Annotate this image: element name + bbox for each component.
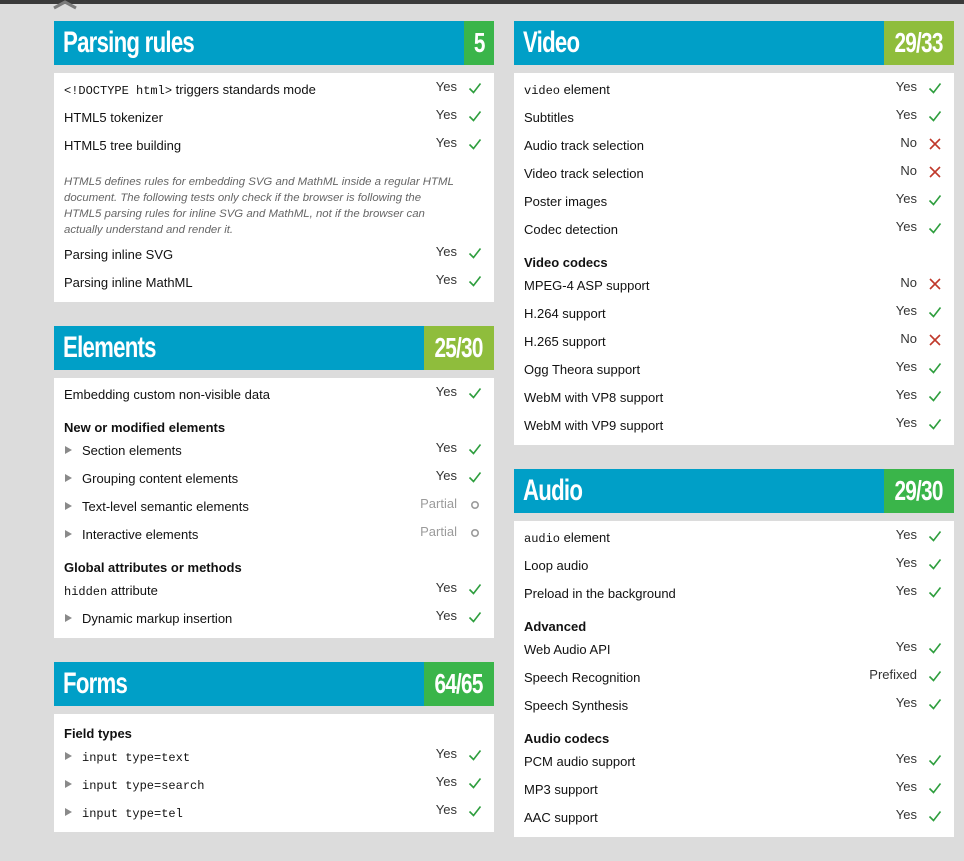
feature-row	[514, 551, 954, 579]
feature-row	[54, 240, 494, 268]
feature-text: element	[560, 82, 610, 97]
feature-label	[82, 471, 238, 486]
checkmark-icon	[468, 748, 482, 762]
feature-label	[64, 82, 316, 98]
status-text: No	[900, 275, 917, 290]
cross-icon	[928, 277, 942, 291]
section-title: Elements	[63, 331, 156, 364]
feature-text: Poster images	[524, 194, 608, 209]
section-parsing-rules	[54, 21, 494, 302]
feature-label	[524, 362, 640, 377]
feature-row	[54, 131, 494, 159]
feature-text: Dynamic markup insertion	[82, 611, 233, 626]
status-text: Yes	[435, 468, 457, 483]
status-text: Yes	[895, 191, 917, 206]
status-text: Yes	[435, 384, 457, 399]
section-forms	[54, 662, 494, 832]
status-text: Yes	[895, 639, 917, 654]
feature-row	[514, 523, 954, 551]
checkmark-icon	[928, 753, 942, 767]
feature-text: AAC support	[524, 810, 598, 825]
section-note: HTML5 defines rules for embedding SVG and MathML inside a regular HTML document. The following tests only check if the browser is following the HTML5 parsing rules for inline SVG and MathML, not if the browser can actually understand and render it.	[64, 176, 454, 236]
feature-label	[524, 670, 640, 685]
feature-label	[82, 443, 182, 458]
checkmark-icon	[928, 529, 942, 543]
code-text: video	[524, 84, 561, 98]
expandable-row[interactable]	[54, 436, 494, 464]
checkmark-icon	[928, 193, 942, 207]
feature-row	[514, 747, 954, 775]
feature-row	[54, 576, 494, 604]
code-text: input type=search	[82, 779, 205, 793]
expand-triangle-icon[interactable]	[65, 780, 72, 788]
feature-label	[82, 805, 183, 821]
feature-label	[524, 754, 635, 769]
status-text: Yes	[895, 527, 917, 542]
status-text: Yes	[435, 79, 457, 94]
checkmark-icon	[928, 221, 942, 235]
feature-label	[82, 777, 204, 793]
feature-label	[524, 82, 610, 98]
feature-label	[524, 810, 598, 825]
partial-circle-icon	[468, 498, 482, 512]
feature-row	[514, 663, 954, 691]
feature-text: Codec detection	[524, 222, 618, 237]
feature-text: Speech Synthesis	[524, 698, 629, 713]
status-text: Yes	[435, 774, 457, 789]
expand-triangle-icon[interactable]	[65, 752, 72, 760]
status-text: Partial	[420, 524, 457, 539]
feature-text: element	[560, 530, 610, 545]
feature-row	[514, 411, 954, 439]
group-heading: Advanced	[524, 619, 587, 634]
section-video	[514, 21, 954, 445]
section-title: Forms	[63, 667, 128, 700]
feature-label	[524, 166, 644, 181]
checkmark-icon	[468, 610, 482, 624]
status-text: No	[900, 331, 917, 346]
status-text: Yes	[895, 695, 917, 710]
section-header	[514, 21, 954, 65]
status-text: Yes	[435, 580, 457, 595]
feature-text: Subtitles	[524, 110, 574, 125]
feature-text: attribute	[107, 583, 158, 598]
feature-row	[514, 579, 954, 607]
cross-icon	[928, 137, 942, 151]
feature-row	[54, 268, 494, 296]
feature-text: Parsing inline MathML	[64, 275, 193, 290]
expandable-row[interactable]	[54, 492, 494, 520]
checkmark-icon	[928, 389, 942, 403]
section-header	[514, 469, 954, 513]
checkmark-icon	[468, 274, 482, 288]
checkmark-icon	[468, 246, 482, 260]
partial-circle-icon	[468, 526, 482, 540]
expand-triangle-icon[interactable]	[65, 474, 72, 482]
feature-text: MP3 support	[524, 782, 598, 797]
feature-label	[82, 527, 198, 542]
expandable-row[interactable]	[54, 770, 494, 798]
feature-text: Ogg Theora support	[524, 362, 641, 377]
section-body	[54, 714, 494, 832]
status-text: Yes	[435, 272, 457, 287]
feature-label	[524, 698, 628, 713]
feature-label	[524, 306, 606, 321]
status-text: Prefixed	[869, 667, 917, 682]
section-elements	[54, 326, 494, 638]
expand-triangle-icon[interactable]	[65, 530, 72, 538]
checkmark-icon	[928, 361, 942, 375]
feature-text: Embedding custom non-visible data	[64, 387, 270, 402]
section-score: 29/33	[884, 21, 954, 65]
expand-triangle-icon[interactable]	[65, 502, 72, 510]
feature-text: Section elements	[82, 443, 182, 458]
checkmark-icon	[468, 582, 482, 596]
feature-text: triggers standards mode	[172, 82, 316, 97]
feature-row	[514, 691, 954, 719]
feature-text: WebM with VP8 support	[524, 390, 664, 405]
feature-row	[54, 75, 494, 103]
feature-label	[524, 194, 607, 209]
feature-text: Preload in the background	[524, 586, 676, 601]
checkmark-icon	[928, 669, 942, 683]
checkmark-icon	[928, 81, 942, 95]
checkmark-icon	[928, 417, 942, 431]
status-text: Yes	[895, 219, 917, 234]
feature-text: HTML5 tree building	[64, 138, 182, 153]
feature-label	[524, 390, 663, 405]
feature-row	[514, 215, 954, 243]
feature-label	[524, 334, 606, 349]
section-title: Parsing rules	[63, 26, 195, 59]
feature-text: MPEG-4 ASP support	[524, 278, 650, 293]
checkmark-icon	[468, 386, 482, 400]
feature-text: Loop audio	[524, 558, 589, 573]
status-text: Yes	[895, 303, 917, 318]
expandable-row[interactable]	[54, 520, 494, 548]
feature-label	[64, 583, 158, 599]
feature-text: Audio track selection	[524, 138, 644, 153]
cross-icon	[928, 333, 942, 347]
feature-text: Speech Recognition	[524, 670, 641, 685]
feature-label	[64, 247, 173, 262]
status-text: Yes	[895, 415, 917, 430]
expandable-row[interactable]	[54, 464, 494, 492]
checkmark-icon	[928, 585, 942, 599]
status-text: Yes	[895, 807, 917, 822]
left-column	[54, 21, 494, 856]
feature-label	[64, 387, 270, 402]
status-text: Yes	[895, 555, 917, 570]
checkmark-icon	[928, 781, 942, 795]
feature-label	[82, 499, 249, 514]
feature-label	[64, 110, 163, 125]
checkmark-icon	[468, 470, 482, 484]
status-text: Yes	[435, 608, 457, 623]
code-text: input type=text	[82, 751, 191, 765]
scroll-chevron-icon	[52, 0, 78, 10]
checkmark-icon	[468, 776, 482, 790]
checkmark-icon	[928, 641, 942, 655]
right-column	[514, 21, 954, 861]
status-text: Yes	[435, 107, 457, 122]
group-heading: Global attributes or methods	[64, 560, 242, 575]
feature-label	[524, 530, 610, 546]
feature-text: Video track selection	[524, 166, 644, 181]
expand-triangle-icon[interactable]	[65, 614, 72, 622]
feature-row	[514, 159, 954, 187]
checkmark-icon	[928, 809, 942, 823]
feature-row	[514, 327, 954, 355]
expand-triangle-icon[interactable]	[65, 808, 72, 816]
code-text: audio	[524, 532, 561, 546]
checkmark-icon	[468, 137, 482, 151]
group-heading: New or modified elements	[64, 420, 226, 435]
expand-triangle-icon[interactable]	[65, 446, 72, 454]
feature-label	[524, 586, 676, 601]
checkmark-icon	[928, 305, 942, 319]
feature-label	[524, 782, 598, 797]
group-heading: Field types	[64, 726, 132, 741]
section-body	[514, 73, 954, 445]
status-text: Partial	[420, 496, 457, 511]
status-text: Yes	[435, 440, 457, 455]
group-heading: Audio codecs	[524, 731, 610, 746]
feature-row	[514, 75, 954, 103]
section-score: 29/30	[884, 469, 954, 513]
group-heading: Video codecs	[524, 255, 608, 270]
status-text: Yes	[435, 135, 457, 150]
section-header	[54, 662, 494, 706]
status-text: Yes	[895, 79, 917, 94]
feature-row	[54, 103, 494, 131]
section-header	[54, 326, 494, 370]
feature-label	[524, 642, 611, 657]
feature-row	[54, 380, 494, 408]
checkmark-icon	[468, 109, 482, 123]
code-text: input type=tel	[82, 807, 183, 821]
feature-row	[514, 635, 954, 663]
status-text: No	[900, 163, 917, 178]
section-body	[514, 521, 954, 837]
feature-row	[514, 131, 954, 159]
feature-text: Interactive elements	[82, 527, 199, 542]
section-score: 64/65	[424, 662, 494, 706]
section-score: 5	[464, 21, 494, 65]
feature-label	[64, 138, 181, 153]
feature-row	[514, 383, 954, 411]
feature-row	[514, 271, 954, 299]
expandable-row[interactable]	[54, 742, 494, 770]
feature-label	[524, 110, 574, 125]
expandable-row[interactable]	[54, 604, 494, 632]
feature-row	[514, 103, 954, 131]
feature-text: Web Audio API	[524, 642, 611, 657]
section-title: Video	[523, 26, 580, 59]
feature-text: Parsing inline SVG	[64, 247, 174, 262]
top-bar	[0, 0, 964, 4]
section-audio	[514, 469, 954, 837]
feature-text: H.264 support	[524, 306, 606, 321]
feature-label	[524, 222, 618, 237]
checkmark-icon	[928, 697, 942, 711]
feature-text: H.265 support	[524, 334, 606, 349]
code-text: hidden	[64, 585, 108, 599]
section-body	[54, 73, 494, 302]
status-text: Yes	[435, 244, 457, 259]
status-text: No	[900, 135, 917, 150]
feature-row	[514, 803, 954, 831]
feature-text: PCM audio support	[524, 754, 636, 769]
feature-row	[514, 187, 954, 215]
status-text: Yes	[895, 387, 917, 402]
status-text: Yes	[895, 107, 917, 122]
checkmark-icon	[928, 557, 942, 571]
status-text: Yes	[435, 802, 457, 817]
feature-label	[524, 418, 663, 433]
feature-text: HTML5 tokenizer	[64, 110, 163, 125]
section-title: Audio	[523, 474, 583, 507]
feature-row	[514, 355, 954, 383]
feature-label	[524, 278, 650, 293]
status-text: Yes	[435, 746, 457, 761]
feature-label	[64, 275, 193, 290]
feature-row	[514, 299, 954, 327]
code-text: <!DOCTYPE html>	[64, 84, 173, 98]
checkmark-icon	[928, 109, 942, 123]
status-text: Yes	[895, 359, 917, 374]
feature-text: Text-level semantic elements	[82, 499, 249, 514]
feature-row	[514, 775, 954, 803]
status-text: Yes	[895, 583, 917, 598]
feature-label	[82, 749, 190, 765]
status-text: Yes	[895, 779, 917, 794]
feature-text: WebM with VP9 support	[524, 418, 664, 433]
section-header	[54, 21, 494, 65]
feature-label	[524, 558, 588, 573]
checkmark-icon	[468, 804, 482, 818]
checkmark-icon	[468, 442, 482, 456]
section-body	[54, 378, 494, 638]
section-score: 25/30	[424, 326, 494, 370]
feature-text: Grouping content elements	[82, 471, 239, 486]
feature-label	[82, 611, 232, 626]
checkmark-icon	[468, 81, 482, 95]
expandable-row[interactable]	[54, 798, 494, 826]
cross-icon	[928, 165, 942, 179]
feature-label	[524, 138, 644, 153]
status-text: Yes	[895, 751, 917, 766]
